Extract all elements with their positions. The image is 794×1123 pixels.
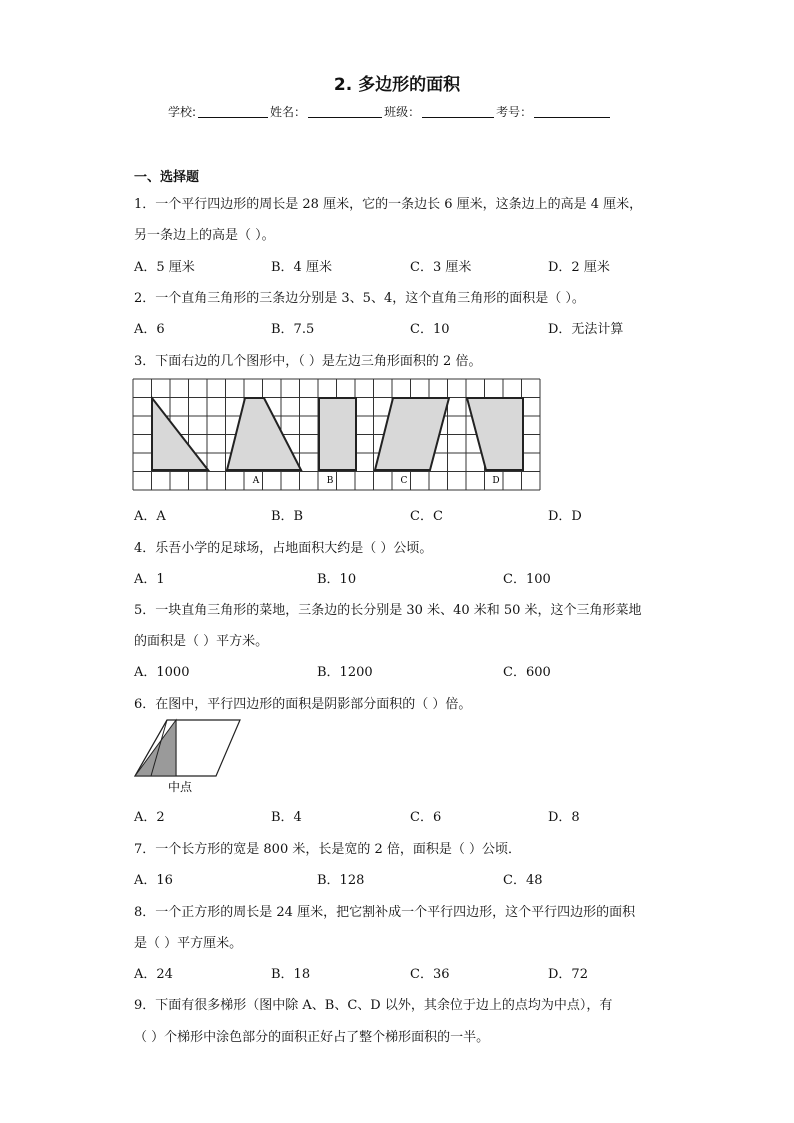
- q6-option-d: D．8: [548, 810, 580, 825]
- q2-line1: 2．一个直角三角形的三条边分别是 3、5、4，这个直角三角形的面积是（ ）。: [134, 291, 585, 306]
- q6-line1: 6．在图中，平行四边形的面积是阴影部分面积的（ ）倍。: [134, 697, 472, 712]
- shaded-triangle: [135, 720, 176, 776]
- class-blank: [422, 105, 494, 118]
- name-label: 姓名：: [270, 105, 307, 119]
- q3-option-c: C．C: [410, 509, 443, 524]
- name-blank: [308, 105, 382, 118]
- q5-line2: 的面积是（ ）平方米。: [134, 634, 269, 649]
- q8-line2: 是（ ）平方厘米。: [134, 936, 243, 951]
- school-label: 学校:: [168, 105, 197, 119]
- q2-option-d: D．无法计算: [548, 322, 624, 337]
- q6-option-c: C．6: [410, 810, 442, 825]
- q2-option-c: C．10: [410, 322, 450, 337]
- q1-option-c: C．3 厘米: [410, 260, 472, 275]
- q5-option-a: A．1000: [134, 665, 190, 680]
- q3-grid-figure: [132, 378, 544, 491]
- number-label: 考号：: [496, 105, 533, 119]
- label-c: C: [400, 476, 408, 486]
- page-title: 2. 多边形的面积: [333, 75, 461, 95]
- midpoint-label: 中点: [167, 780, 193, 794]
- q9-line2: （ ）个梯形中涂色部分的面积正好占了整个梯形面积的一半。: [134, 1030, 490, 1045]
- q3-option-d: D．D: [548, 509, 582, 524]
- q5-option-b: B．1200: [317, 665, 373, 680]
- q6-option-b: B．4: [271, 810, 302, 825]
- class-label: 班级：: [384, 105, 421, 119]
- q4-option-c: C．100: [503, 572, 551, 587]
- q5-line1: 5．一块直角三角形的菜地，三条边的长分别是 30 米、40 米和 50 米，这个三角形菜地: [134, 603, 642, 618]
- q8-line1: 8．一个正方形的周长是 24 厘米，把它割补成一个平行四边形，这个平行四边形的面积: [134, 905, 636, 920]
- q8-option-c: C．36: [410, 967, 450, 982]
- number-blank: [534, 105, 610, 118]
- shape-b-rectangle: [319, 398, 356, 470]
- q1-line2: 另一条边上的高是（ ）。: [134, 228, 275, 243]
- q1-option-a: A．5 厘米: [134, 260, 195, 275]
- label-a: A: [252, 476, 260, 486]
- school-blank: [198, 105, 268, 118]
- q2-option-a: A．6: [134, 322, 165, 337]
- q3-option-b: B．B: [271, 509, 304, 524]
- section-heading: 一、选择题: [134, 170, 200, 185]
- q4-line1: 4．乐吾小学的足球场，占地面积大约是（ ）公顷。: [134, 541, 433, 556]
- q5-option-c: C．600: [503, 665, 551, 680]
- q8-option-d: D．72: [548, 967, 588, 982]
- shape-c-parallelogram: [375, 398, 449, 470]
- q1-line1: 1．一个平行四边形的周长是 28 厘米，它的一条边长 6 厘米，这条边上的高是 4 厘米，: [134, 197, 643, 212]
- label-b: B: [326, 476, 334, 486]
- label-d: D: [492, 476, 500, 486]
- q1-option-b: B．4 厘米: [271, 260, 332, 275]
- q8-option-b: B．18: [271, 967, 311, 982]
- q8-option-a: A．24: [134, 967, 173, 982]
- q7-option-b: B．128: [317, 873, 365, 888]
- q6-parallelogram-figure: [132, 716, 246, 796]
- q1-option-d: D．2 厘米: [548, 260, 610, 275]
- q7-option-c: C．48: [503, 873, 543, 888]
- q3-option-a: A．A: [134, 509, 166, 524]
- q3-line1: 3．下面右边的几个图形中，（ ）是左边三角形面积的 2 倍。: [134, 354, 482, 369]
- q9-line1: 9．下面有很多梯形（图中除 A、B、C、D 以外，其余位于边上的点均为中点），有: [134, 998, 613, 1013]
- q7-line1: 7．一个长方形的宽是 800 米，长是宽的 2 倍，面积是（ ）公顷．: [134, 842, 522, 857]
- q4-option-b: B．10: [317, 572, 357, 587]
- q7-option-a: A．16: [134, 873, 173, 888]
- q4-option-a: A．1: [134, 572, 165, 587]
- q2-option-b: B．7.5: [271, 322, 315, 337]
- q6-option-a: A．2: [134, 810, 165, 825]
- student-info-row: [168, 103, 612, 120]
